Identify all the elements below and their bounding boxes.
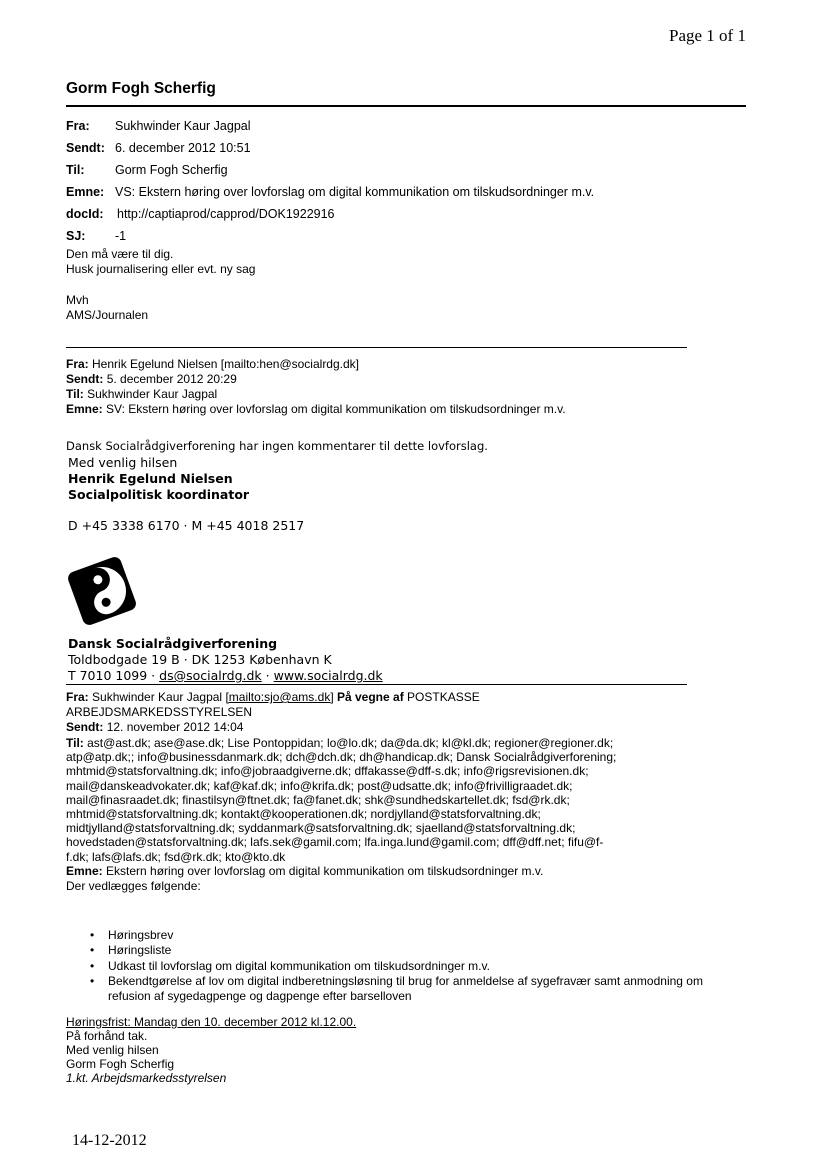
msg2-til [66, 387, 217, 402]
field-label: Emne: [66, 864, 103, 878]
bullet: • [90, 928, 95, 942]
header-value: 6. december 2012 10:51 [115, 141, 251, 155]
header-emne [66, 185, 595, 199]
separator: · [261, 668, 274, 683]
message-divider [66, 347, 687, 348]
bullet: • [90, 958, 95, 973]
closing-department: 1.kt. Arbejdsmarkedsstyrelsen [66, 1071, 227, 1085]
msg3-emne [66, 864, 543, 879]
recipient-line [66, 736, 676, 750]
recipient-line[interactable]: atp@atp.dk;; info@businessdanmark.dk; dch@dch.dk; dh@handicap.dk; Dansk Socialrådgiverforening; [66, 750, 617, 765]
print-date: 14-12-2012 [72, 1132, 147, 1149]
organization-phone: T 7010 1099 · [68, 668, 160, 683]
organization-website-link[interactable]: www.socialrdg.dk [273, 668, 383, 683]
attachment-label: Høringsbrev [108, 928, 174, 942]
recipient-line[interactable]: midtjylland@statsforvaltning.dk; syddanmark@satsforvaltning.dk; sjaelland@statsforvaltning.dk; [66, 821, 576, 836]
organization-address: Toldbodgade 19 B · DK 1253 København K [68, 652, 332, 667]
header-sj [66, 229, 127, 243]
bullet: • [90, 943, 95, 958]
attachment-item [90, 958, 706, 974]
field-label: Til: [66, 387, 84, 401]
field-label: Sendt: [66, 720, 104, 734]
reply-text: Dansk Socialrådgiverforening har ingen kommentarer til dette lovforslag. [66, 439, 488, 453]
field-value: Sukhwinder Kaur Jagpal [87, 387, 218, 401]
header-value: -1 [115, 229, 127, 243]
header-label: Fra: [66, 119, 90, 133]
field-value: Henrik Egelund Nielsen [mailto:hen@socialrdg.dk] [92, 357, 359, 371]
attachment-list [66, 928, 706, 1004]
header-value: VS: Ekstern høring over lovforslag om digital kommunikation om tilskudsordninger m.v. [115, 185, 595, 199]
field-label: Fra: [66, 357, 89, 371]
header-label: docId: [66, 207, 104, 221]
signature-title: Socialpolitisk koordinator [68, 487, 250, 502]
title-divider [66, 105, 746, 107]
msg3-til [66, 736, 676, 864]
header-label: Sendt: [66, 141, 105, 155]
field-label: Emne: [66, 402, 103, 416]
organization-name: Dansk Socialrådgiverforening [68, 636, 278, 651]
field-label: Til: [66, 736, 84, 750]
closing-name: Gorm Fogh Scherfig [66, 1057, 175, 1071]
thanks: På forhånd tak. [66, 1029, 148, 1043]
signature-name: Henrik Egelund Nielsen [68, 471, 233, 486]
header-value: Sukhwinder Kaur Jagpal [115, 119, 251, 133]
field-value: Sukhwinder Kaur Jagpal [92, 690, 226, 704]
header-til [66, 163, 228, 177]
greeting: Med venlig hilsen [68, 455, 178, 470]
recipient-line[interactable]: mail@finasraadet.dk; finastilsyn@ftnet.dk; fa@fanet.dk; shk@sundhedskartellet.dk; fsd@rk.dk; [66, 792, 570, 807]
on-behalf-label: På vegne af [333, 690, 404, 704]
msg2-emne [66, 402, 566, 417]
page-number: Page 1 of 1 [669, 26, 746, 45]
header-fra [66, 119, 251, 133]
note-line-1: Den må være til dig. [66, 247, 174, 261]
bullet: • [90, 973, 95, 988]
mvh-org: AMS/Journalen [66, 308, 149, 322]
attachment-label: Udkast til lovforslag om digital kommunikation om tilskudsordninger m.v. [108, 958, 490, 973]
message-divider [66, 684, 687, 685]
field-value: Ekstern høring over lovforslag om digital kommunikation om tilskudsordninger m.v. [106, 864, 544, 878]
msg2-sendt [66, 372, 237, 387]
recipient-line[interactable]: f.dk; lafs@lafs.dk; fsd@rk.dk; kto@kto.dk [66, 849, 286, 864]
mailbox-name: POSTKASSE [403, 690, 480, 704]
header-sendt [66, 141, 251, 155]
attachments-intro: Der vedlægges følgende: [66, 879, 201, 893]
phone-numbers: D +45 3338 6170 · M +45 4018 2517 [68, 518, 305, 533]
recipient-line[interactable]: mhtmid@statsforvaltning.dk; kontakt@kooperationen.dk; nordjylland@statsforvaltning.dk; [66, 807, 541, 822]
recipient-list[interactable]: ast@ast.dk; ase@ase.dk; Lise Pontoppidan; lo@lo.dk; da@da.dk; kl@kl.dk; regioner@regioner.dk; [87, 736, 614, 750]
organization-email-link[interactable]: ds@socialrdg.dk [159, 668, 262, 683]
hearing-deadline: Høringsfrist: Mandag den 10. december 2012 kl.12.00. [66, 1015, 357, 1029]
attachment-label: Høringsliste [108, 943, 172, 958]
header-label: Til: [66, 163, 85, 177]
field-value: SV: Ekstern høring over lovforslag om digital kommunikation om tilskudsordninger m.v. [106, 402, 566, 416]
note-line-2: Husk journalisering eller evt. ny sag [66, 262, 256, 276]
organization-contact [68, 668, 383, 684]
msg3-fra [66, 690, 480, 705]
msg2-fra [66, 357, 359, 372]
header-value: http://captiaprod/capprod/DOK1922916 [117, 207, 335, 221]
organization-logo [64, 553, 140, 629]
attachment-item [90, 928, 706, 943]
recipient-line[interactable]: hovedstaden@statsforvaltning.dk; lafs.sek@gamil.com; lfa.inga.lund@gamil.com; dff@dff.net; fifu@f- [66, 835, 604, 850]
sender-mailto-link[interactable]: [mailto:sjo@ams.dk] [225, 690, 334, 704]
recipient-line[interactable]: mail@danskeadvokater.dk; kaf@kaf.dk; info@krifa.dk; post@udsatte.dk; info@frivilligraadet.dk; [66, 778, 573, 793]
field-value: 12. november 2012 14:04 [106, 720, 244, 734]
recipient-line[interactable]: mhtmid@statsforvaltning.dk; info@jobraadgiverne.dk; dffakasse@dff-s.dk; info@rigsrevisionen.dk; [66, 764, 589, 779]
msg3-sendt [66, 720, 243, 735]
header-docid [66, 207, 335, 221]
msg3-fra-cont: ARBEJDSMARKEDSSTYRELSEN [66, 705, 253, 719]
header-value: Gorm Fogh Scherfig [115, 163, 228, 177]
attachment-label: Bekendtgørelse af lov om digital indberetningsløsning til brug for anmeldelse af sygefravær samt anmodning om refusion af sygedagpenge og dagpenge efter barselloven [108, 973, 703, 1004]
attachment-item [90, 973, 706, 1005]
header-label: SJ: [66, 229, 86, 243]
closing-greeting: Med venlig hilsen [66, 1043, 159, 1057]
mvh: Mvh [66, 293, 89, 307]
field-label: Sendt: [66, 372, 104, 386]
header-label: Emne: [66, 185, 105, 199]
field-value: 5. december 2012 20:29 [106, 372, 237, 386]
field-label: Fra: [66, 690, 89, 704]
mailbox-owner-name: Gorm Fogh Scherfig [66, 80, 216, 97]
attachment-item [90, 943, 706, 958]
